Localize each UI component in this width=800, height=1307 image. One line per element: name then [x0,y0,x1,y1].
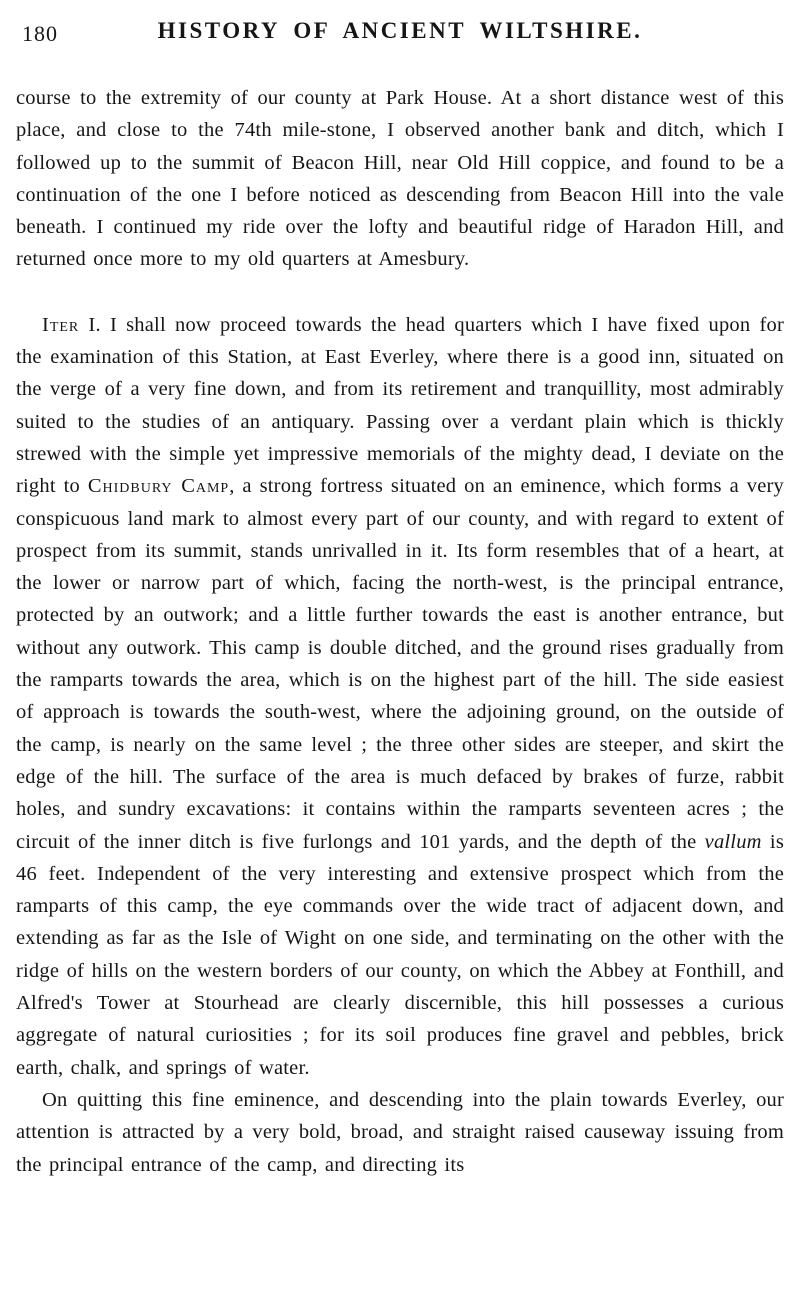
paragraph [16,309,784,1084]
text-segment: course to the extremity of our county at Park House. At a short distance west of this place, and close to the 74th mile-stone, I observed another bank and ditch, which I followed up to the summit of Beacon Hill, near Old Hill coppice, and found to be a continuation of the one I before noticed as descending from Beacon Hill into the vale beneath. I continued my ride over the lofty and beautiful ridge of Haradon Hill, and returned once more to my old quarters at Amesbury. [16,87,784,271]
text-segment: Iter [42,313,80,336]
paragraph [16,1084,784,1181]
page-body [16,82,784,1181]
text-segment: is 46 feet. Independent of the very interesting and extensive prospect which from the ramparts of this camp, the eye commands over the wide tract of adjacent down, and extending as far as the Isle of Wight on one side, and terminating on the other with the ridge of hills on the western borders of our county, on which the Abbey at Fonthill, and Alfred's Tower at Stourhead are clearly discernible, this hill possesses a curious aggregate of natural curiosities ; for its soil produces fine gravel and pebbles, brick earth, chalk, and springs of water. [16,830,784,1079]
text-segment: Chidbury Camp [87,475,230,498]
page-number: 180 [22,21,58,46]
running-head-title: HISTORY OF ANCIENT WILTSHIRE. [157,18,643,43]
text-segment: , a strong fortress situated on an eminence, which forms a very conspicuous land mark to almost every part of our county, and with regard to extent of prospect from its summit, stands unrivalled in it. Its form resembles that of a heart, at the lower or narrow part of which, facing the north-west, is the principal entrance, protected by an outwork; and a little further towards the east is another entrance, but without any outwork. This camp is double ditched, and the ground rises gradually from the ramparts towards the area, which is on the highest part of the hill. The side easiest of approach is towards the south-west, where the adjoining ground, on the outside of the camp, is nearly on the same level ; the three other sides are steeper, and skirt the edge of the hill. The surface of the area is much defaced by brakes of furze, rabbit holes, and sundry excavations: it contains within the ramparts seventeen acres ; the circuit of the inner ditch is five furlongs and 101 yards, and the depth of the [16,475,784,853]
paragraph [16,82,784,276]
text-segment: vallum [704,830,762,853]
text-segment: On quitting this fine eminence, and descending into the plain towards Everley, our attention is attracted by a very bold, broad, and straight raised causeway issuing from the principal entrance of the camp, and directing its [16,1088,784,1176]
text-segment: I. I shall now proceed towards the head quarters which I have fixed upon for the examination of this Station, at East Everley, where there is a good inn, situated on the verge of a very fine down, and from its retirement and tranquillity, most admirably suited to the studies of an antiquary. Passing over a verdant plain which is thickly strewed with the simple yet impressive memorials of the mighty dead, I deviate on the right to [16,313,784,498]
page-header [16,18,784,48]
